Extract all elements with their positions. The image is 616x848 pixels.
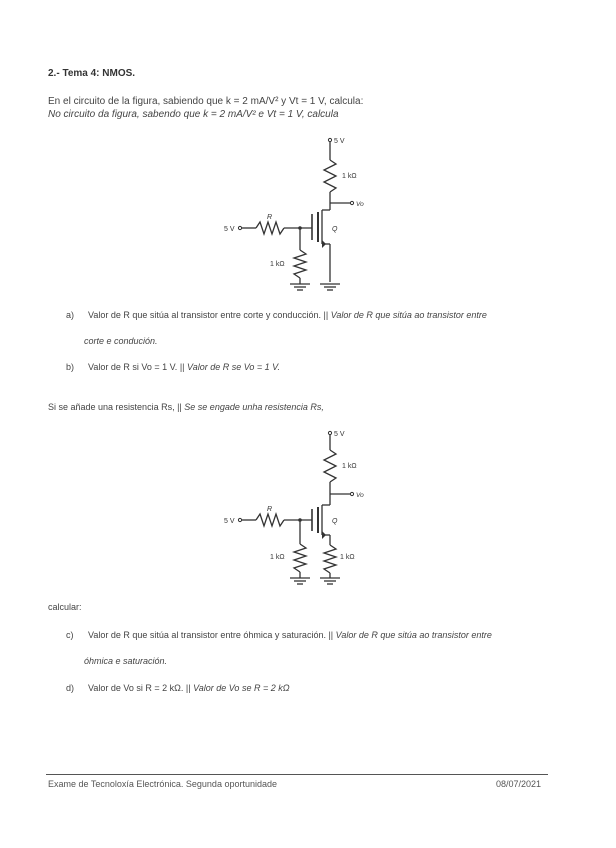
intro-galician: No circuito da figura, sabendo que k = 2 mA/V² e Vt = 1 V, calcula xyxy=(48,109,339,120)
item-d xyxy=(66,683,290,693)
item-c-sep: || xyxy=(328,630,334,640)
footer-divider xyxy=(46,774,548,775)
item-a-label: a) xyxy=(66,310,75,320)
item-a-es: Valor de R que sitúa al transistor entre corte y conducción. xyxy=(88,310,321,320)
footer-exam-title: Exame de Tecnoloxía Electrónica. Segunda oportunidade xyxy=(48,779,277,789)
c2-q-label: Q xyxy=(332,518,338,525)
added-resistance-sep: || xyxy=(177,402,182,412)
c2-rg-label: 1 kΩ xyxy=(270,554,285,561)
item-b-sep: || xyxy=(179,362,185,372)
item-d-sep: || xyxy=(185,683,191,693)
item-d-es: Valor de Vo si R = 2 kΩ. xyxy=(88,683,184,693)
item-c-gl-cont: óhmica e saturación. xyxy=(84,656,168,666)
c2-supply-label: 5 V xyxy=(334,431,345,438)
item-b-es: Valor de R si Vo = 1 V. xyxy=(88,362,178,372)
item-a-sep: || xyxy=(323,310,329,320)
footer-date: 08/07/2021 xyxy=(496,779,542,789)
c2-vin-label: 5 V xyxy=(224,518,235,525)
c1-rd-label: 1 kΩ xyxy=(342,173,357,180)
item-a-gl: Valor de R que sitúa ao transistor entre xyxy=(330,310,487,320)
c1-rg-label: 1 kΩ xyxy=(270,261,285,268)
item-c-es: Valor de R que sitúa al transistor entre óhmica y saturación. xyxy=(88,630,326,640)
c1-supply-label: 5 V xyxy=(334,138,345,145)
c1-vo-label: Vo xyxy=(356,201,364,208)
problem-title: 2.- Tema 4: NMOS. xyxy=(48,68,136,79)
c1-r-label: R xyxy=(267,214,273,221)
item-d-gl: Valor de Vo se R = 2 kΩ xyxy=(193,683,290,693)
c2-r-label: R xyxy=(267,506,273,513)
calcular-label: calcular: xyxy=(48,602,82,612)
item-b-label: b) xyxy=(66,362,75,372)
intro-spanish: En el circuito de la figura, sabiendo que k = 2 mA/V² y Vt = 1 V, calcula: xyxy=(48,96,364,107)
item-c xyxy=(66,630,492,640)
added-resistance-gl: Se se engade unha resistencia Rs, xyxy=(184,402,324,412)
item-a-gl-cont: corte e condución. xyxy=(84,336,158,346)
c2-rd-label: 1 kΩ xyxy=(342,463,357,470)
added-resistance-es: Si se añade una resistencia Rs, xyxy=(48,402,175,412)
item-b-gl: Valor de R se Vo = 1 V. xyxy=(187,362,280,372)
c2-rs-label: 1 kΩ xyxy=(340,554,355,561)
c2-vo-label: Vo xyxy=(356,492,364,499)
item-c-label: c) xyxy=(66,630,74,640)
c1-q-label: Q xyxy=(332,226,338,233)
item-d-label: d) xyxy=(66,683,75,693)
c1-vin-label: 5 V xyxy=(224,226,235,233)
item-c-gl: Valor de R que sitúa ao transistor entre xyxy=(335,630,492,640)
